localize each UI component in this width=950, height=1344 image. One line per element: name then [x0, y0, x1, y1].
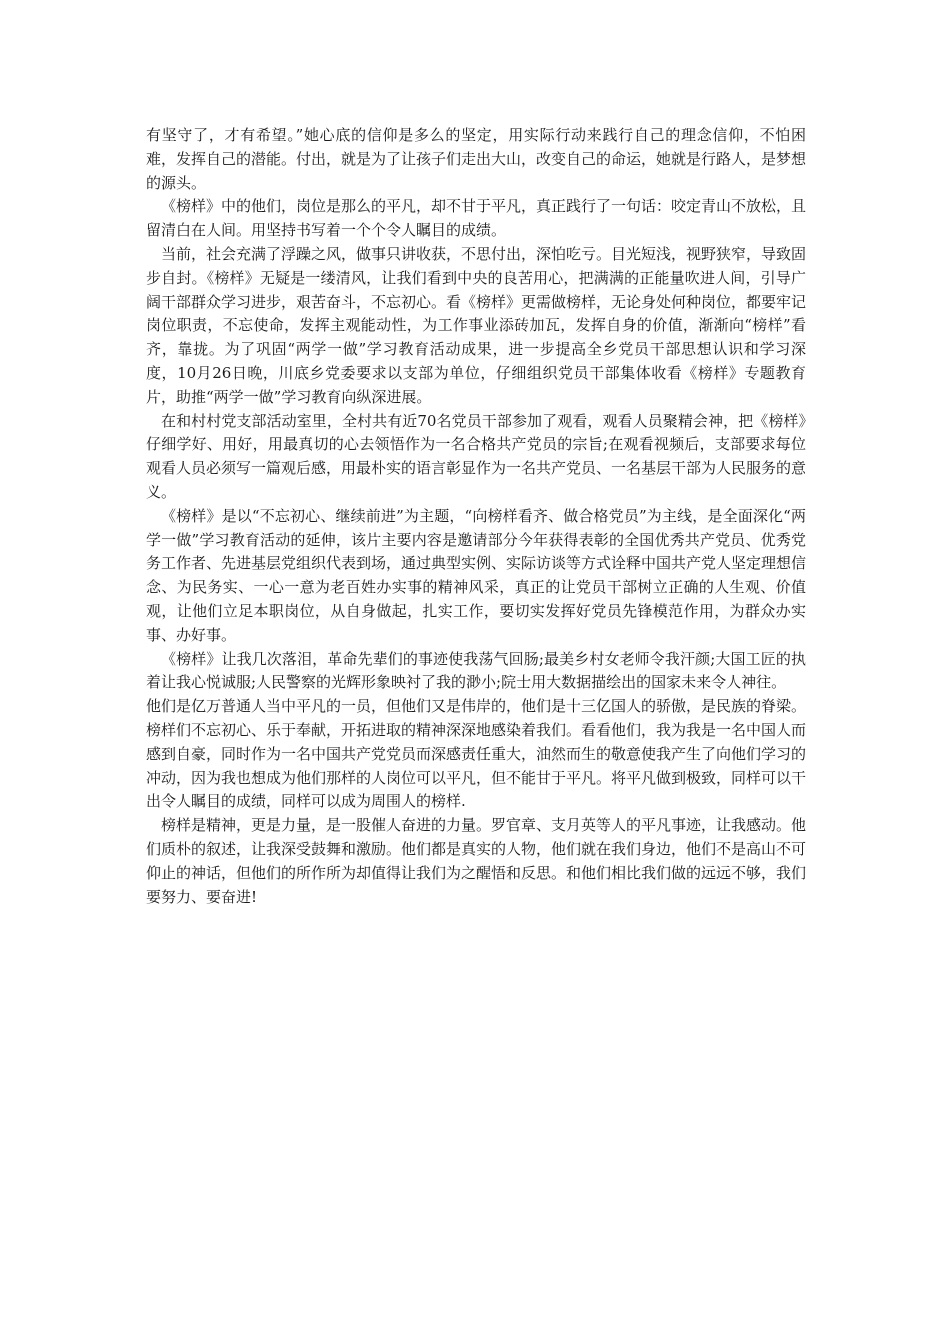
paragraph-3: 当前，社会充满了浮躁之风，做事只讲收获，不思付出，深怕吃亏。目光短浅，视野狭窄，导致固步自封。《榜样》无疑是一缕清风，让我们看到中央的良苦用心，把满满的正能量吹进人间，引导广阔干部群众学习进步，艰苦奋斗，不忘初心。看《榜样》更需做榜样，无论身处何种岗位，都要牢记岗位职责，不忘使命，发挥主观能动性，为工作事业添砖加瓦，发挥自身的价值，渐渐向“榜样”看齐，靠拢。为了巩固“两学一做”学习教育活动成果，进一步提高全乡党员干部思想认识和学习深度，10月26日晚，川底乡党委要求以支部为单位，仔细组织党员干部集体收看《榜样》专题教育片，助推“两学一做”学习教育向纵深进展。	[146, 244, 807, 406]
paragraph-2: 《榜样》中的他们，岗位是那么的平凡，却不甘于平凡，真正践行了一句话：咬定青山不放松，且留清白在人间。用坚持书写着一个个令人瞩目的成绩。	[146, 197, 807, 240]
paragraph-5: 《榜样》是以“不忘初心、继续前进”为主题，“向榜样看齐、做合格党员”为主线，是全面深化“两学一做”学习教育活动的延伸，该片主要内容是邀请部分今年获得表彰的全国优秀共产党员、优秀党务工作者、先进基层党组织代表到场，通过典型实例、实际访谈等方式诠释中国共产党人坚定理想信念、为民务实、一心一意为老百姓办实事的精神风采，真正的让党员干部树立正确的人生观、价值观，让他们立足本职岗位，从自身做起，扎实工作，要切实发挥好党员先锋模范作用，为群众办实事、办好事。	[146, 506, 807, 644]
paragraph-8: 榜样是精神，更是力量，是一股催人奋进的力量。罗官章、支月英等人的平凡事迹，让我感动。他们质朴的叙述，让我深受鼓舞和激励。他们都是真实的人物，他们就在我们身边，他们不是高山不可仰止的神话，但他们的所作所为却值得让我们为之醒悟和反思。和他们相比我们做的远远不够，我们要努力、要奋进!	[146, 816, 807, 906]
paragraph-7: 他们是亿万普通人当中平凡的一员，但他们又是伟岸的，他们是十三亿国人的骄傲，是民族的脊梁。榜样们不忘初心、乐于奉献，开拓进取的精神深深地感染着我们。看看他们，我为我是一名中国人而感到自豪，同时作为一名中国共产党党员而深感责任重大，油然而生的敬意使我产生了向他们学习的冲动，因为我也想成为他们那样的人岗位可以平凡，但不能甘于平凡。将平凡做到极致，同样可以干出令人瞩目的成绩，同样可以成为周围人的榜样.	[146, 697, 807, 811]
paragraph-1: 有坚守了，才有希望。”她心底的信仰是多么的坚定，用实际行动来践行自己的理念信仰，不怕困难，发挥自己的潜能。付出，就是为了让孩子们走出大山，改变自己的命运，她就是行路人，是梦想的源头。	[146, 126, 807, 192]
paragraph-4: 在和村村党支部活动室里，全村共有近70名党员干部参加了观看，观看人员聚精会神，把《榜样》仔细学好、用好，用最真切的心去领悟作为一名合格共产党员的宗旨;在观看视频后，支部要求每位观看人员必须写一篇观后感，用最朴实的语言彰显作为一名共产党员、一名基层干部为人民服务的意义。	[146, 411, 807, 501]
document-body	[146, 124, 806, 909]
paragraph-6: 《榜样》让我几次落泪，革命先辈们的事迹使我荡气回肠;最美乡村女老师令我汗颜;大国工匠的执着让我心悦诚服;人民警察的光辉形象映衬了我的渺小;院士用大数据描绘出的国家未来令人神往。	[146, 649, 806, 692]
